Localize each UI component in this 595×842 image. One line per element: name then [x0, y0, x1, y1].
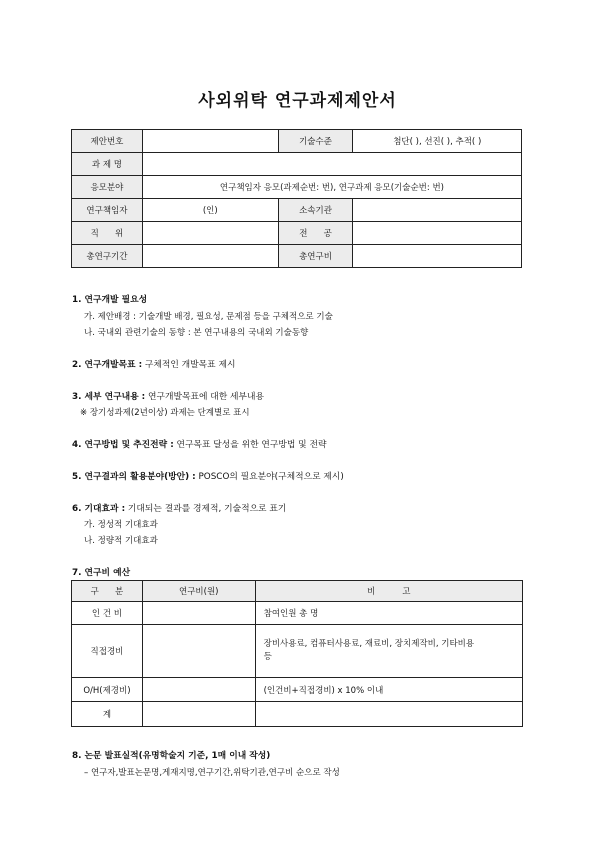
- affiliation-label: 소속기관: [278, 199, 353, 222]
- budget-note: [255, 702, 522, 727]
- section-2: [72, 357, 235, 370]
- proposal-info-table: [71, 129, 522, 268]
- proposal-no-label: 제안번호: [72, 130, 143, 153]
- budget-table: [71, 580, 523, 727]
- section-1-title: 1. 연구개발 필요성: [72, 295, 148, 305]
- section-6: [72, 501, 286, 514]
- table-row: [72, 581, 523, 602]
- period-label: 총연구기간: [72, 245, 143, 268]
- table-row: [72, 702, 523, 727]
- section-4-title: 4. 연구방법 및 추진전략 :: [72, 440, 174, 450]
- section-5-text: POSCO의 필요분야(구체적으로 제시): [195, 472, 344, 482]
- section-1-item-b: 나. 국내외 관련기술의 동향 : 본 연구내용의 국내외 기술동향: [84, 328, 309, 338]
- budget-amount-field[interactable]: [142, 602, 255, 625]
- pi-label: 연구책임자: [72, 199, 143, 222]
- section-5: [72, 469, 344, 482]
- section-2-title: 2. 연구개발목표 :: [72, 360, 143, 370]
- table-row: [72, 153, 522, 176]
- budget-note: 참여인원 총 명: [255, 602, 522, 625]
- budget-header-amount: 연구비(원): [142, 581, 255, 602]
- affiliation-field[interactable]: [353, 199, 522, 222]
- apply-field-label: 응모분야: [72, 176, 143, 199]
- tech-level-field[interactable]: 첨단( ), 선진( ), 추적( ): [353, 130, 522, 153]
- section-3: [72, 389, 264, 402]
- section-6-item-a: 가. 정성적 기대효과: [84, 520, 158, 530]
- section-4-text: 연구목표 달성을 위한 연구방법 및 전략: [173, 440, 327, 450]
- table-row: [72, 678, 523, 702]
- proposal-no-field[interactable]: [142, 130, 278, 153]
- task-name-field[interactable]: [142, 153, 521, 176]
- table-row: [72, 176, 522, 199]
- section-6-title: 6. 기대효과 :: [72, 504, 126, 514]
- major-label: 전 공: [278, 222, 353, 245]
- section-2-text: 구체적인 개발목표 제시: [142, 360, 236, 370]
- section-8-title: 8. 논문 발표실적(유명학술지 기준, 1매 이내 작성): [72, 751, 271, 761]
- tech-level-label: 기술수준: [278, 130, 353, 153]
- task-name-label: 과 제 명: [72, 153, 143, 176]
- major-field[interactable]: [353, 222, 522, 245]
- section-4: [72, 437, 326, 450]
- section-8-text: – 연구자,발표논문명,게재지명,연구기간,위탁기관,연구비 순으로 작성: [84, 768, 340, 778]
- budget-header-category: 구 분: [72, 581, 143, 602]
- cost-label: 총연구비: [278, 245, 353, 268]
- table-row: [72, 199, 522, 222]
- section-3-title: 3. 세부 연구내용 :: [72, 392, 146, 402]
- section-7-title: 7. 연구비 예산: [72, 568, 131, 578]
- page-title: 사외위탁 연구과제제안서: [198, 91, 397, 111]
- position-label: 직 위: [72, 222, 143, 245]
- budget-item-label: O/H(제경비): [72, 678, 143, 702]
- budget-item-label: 직접경비: [72, 625, 143, 678]
- budget-amount-field[interactable]: [142, 625, 255, 678]
- section-3-note: ※ 장기성과제(2년이상) 과제는 단계별로 표시: [80, 408, 250, 418]
- table-row: [72, 222, 522, 245]
- table-row: [72, 130, 522, 153]
- budget-note: 장비사용료, 컴퓨터사용료, 재료비, 장치제작비, 기타비용 등: [255, 625, 522, 678]
- section-6-text: 기대되는 결과를 경제적, 기술적으로 표기: [125, 504, 287, 514]
- section-1-item-a: 가. 제안배경 : 기술개발 배경, 필요성, 문제점 등을 구체적으로 기술: [84, 312, 333, 322]
- budget-amount-field[interactable]: [142, 678, 255, 702]
- budget-note: (인건비+직접경비) x 10% 이내: [255, 678, 522, 702]
- section-5-title: 5. 연구결과의 활용분야(방안) :: [72, 472, 196, 482]
- section-6-item-b: 나. 정량적 기대효과: [84, 536, 158, 546]
- table-row: [72, 245, 522, 268]
- section-3-text: 연구개발목표에 대한 세부내용: [145, 392, 265, 402]
- budget-header-note: 비 고: [255, 581, 522, 602]
- budget-item-label: 인 건 비: [72, 602, 143, 625]
- position-field[interactable]: [142, 222, 278, 245]
- pi-field[interactable]: (인): [142, 199, 278, 222]
- apply-field-field[interactable]: 연구책임자 응모(과제순번: 번), 연구과제 응모(기술순번: 번): [142, 176, 521, 199]
- period-field[interactable]: [142, 245, 278, 268]
- cost-field[interactable]: [353, 245, 522, 268]
- budget-total-field[interactable]: [142, 702, 255, 727]
- budget-total-label: 계: [72, 702, 143, 727]
- table-row: [72, 625, 523, 678]
- table-row: [72, 602, 523, 625]
